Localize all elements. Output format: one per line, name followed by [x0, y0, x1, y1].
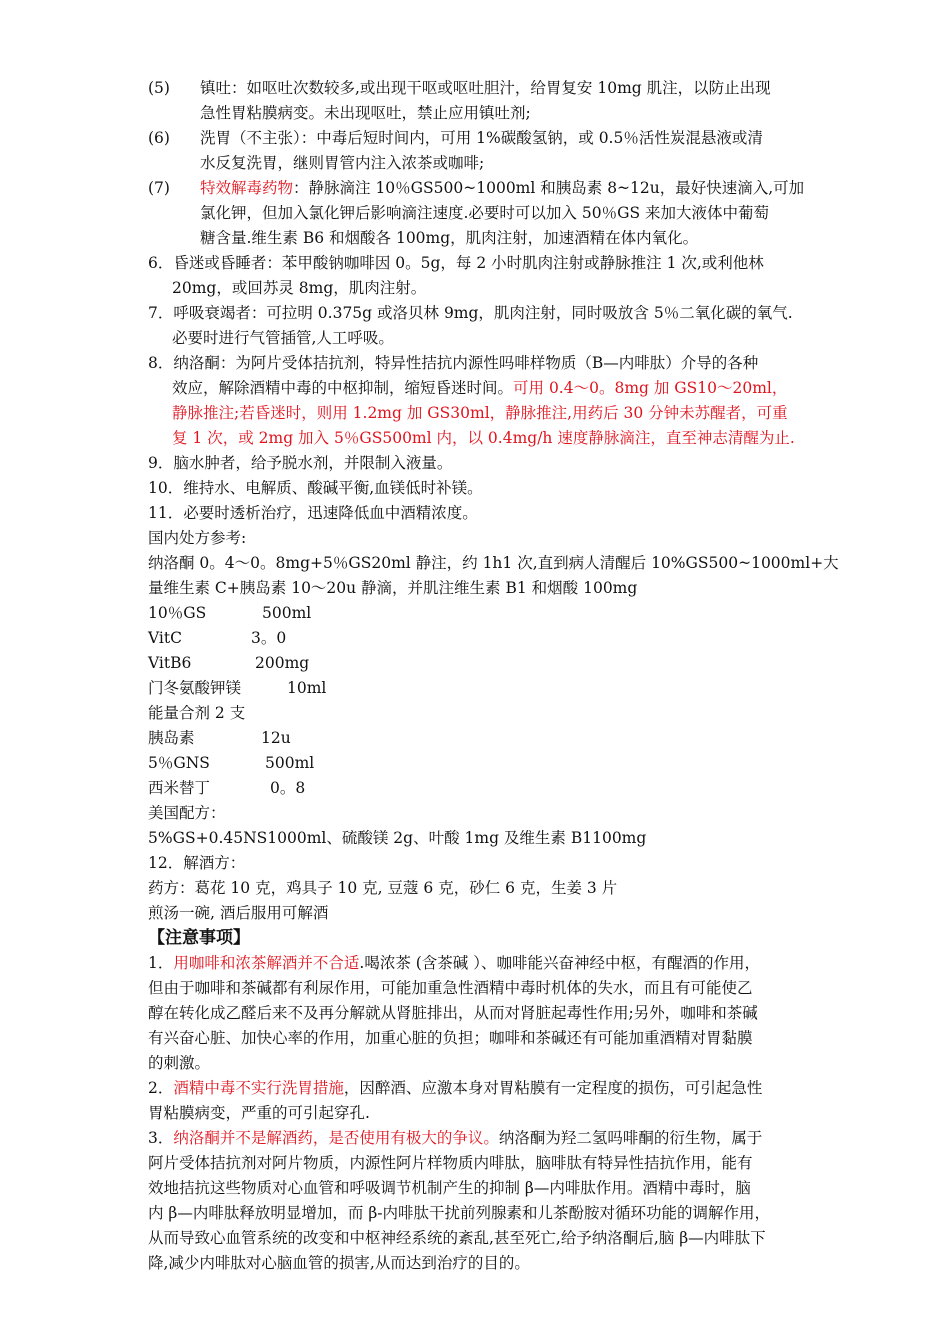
line-text: 降,减少内啡肽对心脑血管的损害,从而达到治疗的目的。	[148, 1254, 530, 1272]
text-line	[148, 526, 246, 551]
line-text: 纳洛酮为羟二氢吗啡酮的衍生物，属于	[498, 1129, 763, 1147]
line-text: 量维生素 C+胰岛素 10～20u 静滴，并肌注维生素 B1 和烟酸 100mg	[148, 579, 638, 597]
line-text: ：静脉滴注 10％GS500~1000ml 和胰岛素 8~12u，最好快速滴入,可加	[293, 179, 805, 197]
line-text: 醇在转化成乙醛后来不及再分解就从肾脏排出，从而对肾脏起毒性作用;另外，咖啡和茶碱	[148, 1004, 758, 1022]
line-text: VitB6	[148, 654, 192, 672]
list-number: 1．	[148, 954, 174, 972]
line-text: 效应，解除酒精中毒的中枢抑制，缩短昏迷时间。	[172, 379, 514, 397]
line-text: 氯化钾，但加入氯化钾后影响滴注速度.必要时可以加入 50％GS 来加大液体中葡萄	[200, 204, 770, 222]
text-line	[148, 1126, 762, 1151]
text-line	[148, 351, 758, 376]
line-text: 11．必要时透析治疗，迅速降低血中酒精浓度。	[148, 504, 478, 522]
line-text: 胃粘膜病变，严重的可引起穿孔.	[148, 1104, 370, 1122]
line-text: .喝浓茶 (含茶碱 ）、咖啡能兴奋神经中枢，有醒酒的作用，	[359, 954, 760, 972]
text-line	[148, 251, 764, 276]
text-line	[148, 451, 452, 476]
text-line	[148, 126, 763, 151]
line-text: 阿片受体拮抗剂对阿片物质，内源性阿片样物质内啡肽，脑啡肽有特异性拮抗作用，能有	[148, 1154, 753, 1172]
text-line	[148, 926, 250, 951]
text-line	[148, 1051, 210, 1076]
text-line	[148, 176, 804, 201]
text-line	[148, 1251, 530, 1276]
text-line	[148, 1176, 751, 1201]
text-line	[200, 151, 484, 176]
text-line	[148, 876, 617, 901]
text-line	[172, 426, 795, 451]
text-line	[148, 826, 646, 851]
text-line	[148, 676, 327, 701]
line-text: VitC	[148, 629, 182, 647]
text-line	[148, 776, 306, 801]
text-line	[148, 1151, 753, 1176]
text-line	[148, 851, 245, 876]
line-text: 有兴奋心脏、加快心率的作用，加重心脏的负担；咖啡和茶碱还有可能加重酒精对胃黏膜	[148, 1029, 753, 1047]
text-line	[148, 476, 483, 501]
text-line	[172, 326, 394, 351]
text-line	[172, 276, 426, 301]
line-text: 胰岛素	[148, 729, 195, 747]
highlighted-text: 特效解毒药物	[200, 179, 294, 197]
line-text: 美国配方：	[148, 804, 226, 822]
line-text: 5%GS+0.45NS1000ml、硫酸镁 2g、叶酸 1mg 及维生素 B1100mg	[148, 829, 647, 847]
line-text: 效地拮抗这些物质对心血管和呼吸调节机制产生的抑制 β—内啡肽作用。酒精中毒时，脑	[148, 1179, 751, 1197]
text-line	[148, 301, 793, 326]
text-line	[172, 376, 787, 401]
highlighted-text: 可用 0.4～0。8mg 加 GS10～20ml，	[513, 379, 788, 397]
text-line	[148, 626, 287, 651]
line-text: 12．解酒方：	[148, 854, 246, 872]
line-text: 洗胃（不主张）：中毒后短时间内，可用 1%碳酸氢钠，或 0.5％活性炭混悬液或清	[200, 129, 763, 147]
list-number: 3．	[148, 1129, 174, 1147]
prescription-amount: 3。0	[251, 629, 287, 647]
text-line	[148, 1101, 370, 1126]
line-text: 10．维持水、电解质、酸碱平衡,血镁低时补镁。	[148, 479, 483, 497]
list-number: (5)	[148, 79, 170, 97]
line-text: 国内处方参考:	[148, 529, 247, 547]
text-line	[148, 76, 771, 101]
list-number: (7)	[148, 179, 170, 197]
prescription-amount: 500ml	[265, 754, 315, 772]
text-line	[148, 651, 310, 676]
list-number: (6)	[148, 129, 170, 147]
text-line	[200, 101, 531, 126]
line-text: ，因醉酒、应激本身对胃粘膜有一定程度的损伤，可引起急性	[343, 1079, 763, 1097]
text-line	[200, 201, 769, 226]
highlighted-text: 酒精中毒不实行洗胃措施	[173, 1079, 344, 1097]
text-line	[148, 1076, 762, 1101]
line-text: 从而导致心血管系统的改变和中枢神经系统的紊乱,甚至死亡,给予纳洛酮后,脑 β—内啡肽下	[148, 1229, 766, 1247]
line-text: 药方：葛花 10 克，鸡具子 10 克, 豆蔻 6 克，砂仁 6 克，生姜 3 片	[148, 879, 618, 897]
line-text: 能量合剂 2 支	[148, 704, 246, 722]
prescription-amount: 500ml	[262, 604, 312, 622]
text-line	[148, 1226, 766, 1251]
text-line	[200, 226, 698, 251]
text-line	[148, 501, 478, 526]
text-line	[148, 951, 760, 976]
line-text: 必要时进行气管插管,人工呼吸。	[172, 329, 394, 347]
line-text: 水反复洗胃，继则胃管内注入浓茶或咖啡;	[200, 154, 485, 172]
highlighted-text: 纳洛酮并不是解酒药，是否使用有极大的争议。	[173, 1129, 499, 1147]
text-line	[148, 751, 315, 776]
text-line	[148, 1001, 758, 1026]
line-text: 10％GS	[148, 604, 207, 622]
text-line	[148, 801, 226, 826]
text-line	[172, 401, 788, 426]
line-text: 门冬氨酸钾镁	[148, 679, 242, 697]
line-text: 西米替丁	[148, 779, 211, 797]
line-text: 7．呼吸衰竭者：可拉明 0.375g 或洛贝林 9mg，肌肉注射，同时吸放含 5％二氧化碳的氧气.	[148, 304, 793, 322]
text-line	[148, 901, 328, 926]
line-text: 但由于咖啡和茶碱都有利尿作用，可能加重急性酒精中毒时机体的失水，而且有可能使乙	[148, 979, 753, 997]
line-text: 8．纳洛酮：为阿片受体拮抗剂，特异性拮抗内源性吗啡样物质（B—内啡肽）介导的各种	[148, 354, 759, 372]
prescription-amount: 200mg	[255, 654, 310, 672]
list-number: 2．	[148, 1079, 174, 1097]
text-line	[148, 1026, 753, 1051]
line-text: 糖含量.维生素 B6 和烟酸各 100mg，肌肉注射，加速酒精在体内氧化。	[200, 229, 699, 247]
text-line	[148, 726, 291, 751]
line-text: 内 β—内啡肽释放明显增加，而 β-内啡肽干扰前列腺素和儿茶酚胺对循环功能的调解作用，	[148, 1204, 771, 1222]
prescription-amount: 12u	[261, 729, 291, 747]
highlighted-text: 用咖啡和浓茶解酒并不合适	[173, 954, 360, 972]
text-line	[148, 1201, 770, 1226]
line-text: 镇吐：如呕吐次数较多,或出现干呕或呕吐胆汁，给胃复安 10mg 肌注，以防止出现	[200, 79, 771, 97]
highlighted-text: 复 1 次，或 2mg 加入 5％GS500ml 内，以 0.4mg/h 速度静脉滴注，直至神志清醒为止.	[172, 429, 795, 447]
text-line	[148, 601, 312, 626]
prescription-amount: 10ml	[287, 679, 327, 697]
text-line	[148, 551, 839, 576]
text-line	[148, 976, 753, 1001]
line-text: 6．昏迷或昏睡者：苯甲酸钠咖啡因 0。5g，每 2 小时肌肉注射或静脉推注 1 次,或利他林	[148, 254, 764, 272]
line-text: 的刺激。	[148, 1054, 211, 1072]
text-line	[148, 576, 637, 601]
line-text: 纳洛酮 0。4～0。8mg+5％GS20ml 静注，约 1h1 次,直到病人清醒后 10%GS500~1000ml+大	[148, 554, 839, 572]
text-line	[148, 701, 245, 726]
line-text: 煎汤一碗, 酒后服用可解酒	[148, 904, 329, 922]
highlighted-text: 静脉推注;若昏迷时，则用 1.2mg 加 GS30ml，静脉推注,用药后 30 分钟未苏醒者，可重	[172, 404, 788, 422]
line-text: 5％GNS	[148, 754, 210, 772]
line-text: 20mg，或回苏灵 8mg，肌肉注射。	[172, 279, 427, 297]
prescription-amount: 0。8	[270, 779, 306, 797]
line-text: 9．脑水肿者，给予脱水剂，并限制入液量。	[148, 454, 453, 472]
line-text: 急性胃粘膜病变。未出现呕吐，禁止应用镇吐剂;	[200, 104, 531, 122]
section-heading: 【注意事项】	[148, 928, 250, 948]
